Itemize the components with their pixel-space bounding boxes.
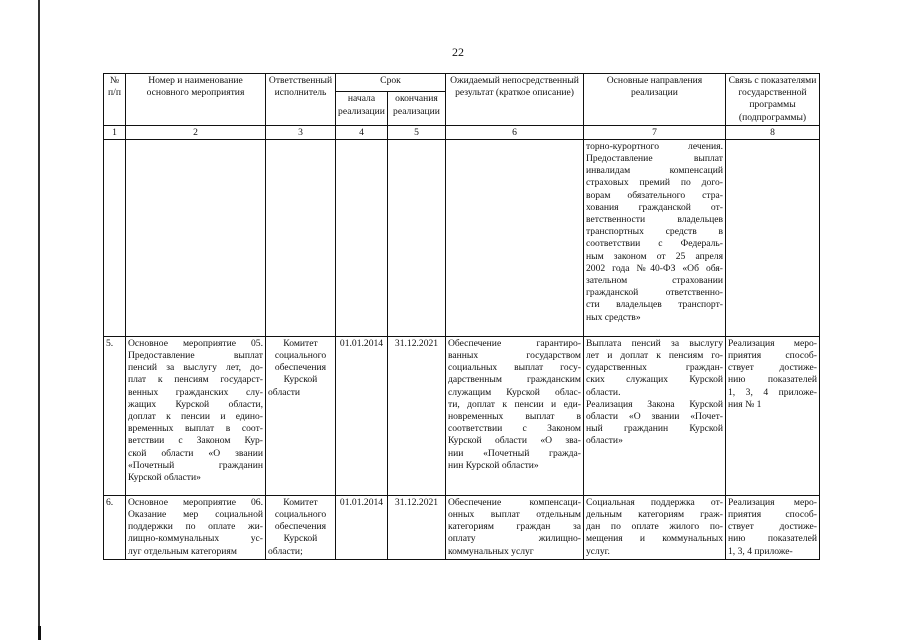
cell-end-date: 31.12.2021 — [388, 336, 446, 495]
text-line: новременных выплат в — [448, 411, 581, 423]
text-line: коммунальных услуг — [448, 545, 534, 557]
text-line: нии «Почетный гражда- — [448, 447, 581, 459]
text-line: нию показателей — [728, 533, 817, 545]
cell-start-date: 01.01.2014 — [336, 495, 388, 559]
text-line: лет и доплат к пенсиям го- — [586, 350, 723, 362]
text-line: соответствии с Законом — [448, 423, 581, 435]
text-line: торно-курортного лечения. — [586, 140, 723, 152]
column-number: 6 — [446, 125, 584, 139]
header-end: окончания реализации — [388, 92, 446, 125]
text-line: инвалидам компенсаций — [586, 165, 723, 177]
table-row — [104, 336, 820, 495]
column-number-row — [104, 125, 820, 139]
text-line: жащих Курской области, — [128, 398, 263, 410]
header-executor: Ответственный исполнитель — [266, 74, 336, 126]
cell-indicators-link — [726, 495, 820, 559]
column-number: 7 — [584, 125, 726, 139]
header-indicators-link: Связь с показателями государственной программы (подпрограммы) — [726, 74, 820, 126]
text-line: «Почетный гражданин — [128, 459, 263, 471]
text-line: области» — [586, 435, 623, 447]
text-line: дан по оплате жилого по- — [586, 521, 723, 533]
text-line: Оказание мер социальной — [128, 509, 263, 521]
text-line: гражданской ответственно- — [586, 287, 723, 299]
text-line: ти, доплат к пенсии и еди- — [448, 398, 581, 410]
text-line: служащим Курской облас- — [448, 386, 581, 398]
page-number: 22 — [452, 45, 464, 59]
text-line: ских служащих Курской — [586, 374, 723, 386]
text-line: Выплата пенсий за выслугу — [586, 337, 723, 349]
cell-expected-result — [446, 336, 584, 495]
text-line: оплату жилищно- — [448, 533, 581, 545]
text-line: Курской области «О зва- — [448, 435, 581, 447]
text-line: области; — [268, 545, 303, 557]
text-line: Комитет — [283, 496, 318, 508]
text-line: области «О звании «Почет- — [586, 411, 723, 423]
text-line: нию показателей — [728, 374, 817, 386]
text-line: ния № 1 — [728, 398, 762, 410]
text-line: Комитет — [283, 337, 318, 349]
header-number: № п/п — [104, 74, 126, 126]
text-line: ской области «О звании — [128, 447, 263, 459]
text-line: ствует достиже- — [728, 362, 817, 374]
cell-empty — [336, 139, 388, 336]
text-line: Основное мероприятие 06. — [128, 496, 263, 508]
column-number: 1 — [104, 125, 126, 139]
text-line: Реализация Закона Курской — [586, 398, 723, 410]
text-line: ветствии с Законом Кур- — [128, 435, 263, 447]
text-line: зательном страховании — [586, 275, 723, 287]
text-line: венных гражданских слу- — [128, 386, 263, 398]
cell-directions — [584, 495, 726, 559]
header-row — [104, 74, 820, 92]
header-term: Срок — [336, 74, 446, 92]
cell-empty — [104, 139, 126, 336]
column-number: 3 — [266, 125, 336, 139]
cell-directions — [584, 336, 726, 495]
cell-empty — [388, 139, 446, 336]
text-line: хования гражданской от- — [586, 201, 723, 213]
text-line: сударственных граждан- — [586, 362, 723, 374]
scan-edge-mark — [38, 626, 41, 640]
text-line: луг отдельным категориям — [128, 545, 237, 557]
text-line: социального — [274, 509, 327, 521]
cell-start-date: 01.01.2014 — [336, 336, 388, 495]
header-activity-name: Номер и наименование основного мероприятия — [126, 74, 266, 126]
text-line: Предоставление выплат — [586, 153, 723, 165]
text-line: Предоставление выплат — [128, 350, 263, 362]
cell-number: 5. — [104, 336, 126, 495]
scan-left-edge — [38, 0, 40, 640]
column-number: 8 — [726, 125, 820, 139]
text-line: временных выплат в соот- — [128, 423, 263, 435]
column-number: 4 — [336, 125, 388, 139]
activities-table — [103, 73, 820, 560]
text-line: транспортных средств в — [586, 226, 723, 238]
cell-executor — [266, 336, 336, 495]
text-line: ный гражданин Курской — [586, 423, 723, 435]
text-line: мещения и коммунальных — [586, 533, 723, 545]
text-line: Реализация меро- — [728, 337, 817, 349]
text-line: страховых премий по дого- — [586, 177, 723, 189]
text-line: дарственным гражданским — [448, 374, 581, 386]
cell-indicators-link — [726, 336, 820, 495]
text-line: ворам обязательного стра- — [586, 189, 723, 201]
text-line: Обеспечение компенсаци- — [448, 496, 581, 508]
text-line: 2002 года №40-ФЗ «Об обя- — [586, 262, 723, 274]
text-line: сти владельцев транспорт- — [586, 299, 723, 311]
text-line: 1, 3, 4 приложе- — [728, 545, 793, 557]
text-line: Социальная поддержка от- — [586, 496, 723, 508]
text-line: Обеспечение гарантиро- — [448, 337, 581, 349]
text-line: ствует достиже- — [728, 521, 817, 533]
text-line: 1, 3, 4 приложе- — [728, 386, 817, 398]
cell-activity-name — [126, 336, 266, 495]
header-directions: Основные направления реализации — [584, 74, 726, 126]
text-line: Курской — [283, 374, 318, 386]
text-line: ных средств» — [586, 311, 641, 323]
text-line: онных выплат отдельным — [448, 509, 581, 521]
header-expected-result: Ожидаемый непосредственный результат (краткое описание) — [446, 74, 584, 126]
text-line: лищно-коммунальных ус- — [128, 533, 263, 545]
text-line: социального — [274, 350, 327, 362]
text-line: Реализация меро- — [728, 496, 817, 508]
cell-number: 6. — [104, 495, 126, 559]
text-line: поддержки по оплате жи- — [128, 521, 263, 533]
column-number: 2 — [126, 125, 266, 139]
table-row-continuation — [104, 139, 820, 336]
cell-executor — [266, 495, 336, 559]
text-line: соответствии с Федераль- — [586, 238, 723, 250]
text-line: приятия способ- — [728, 350, 817, 362]
text-line: приятия способ- — [728, 509, 817, 521]
cell-empty — [266, 139, 336, 336]
cell-empty — [126, 139, 266, 336]
text-line: Курской — [283, 533, 318, 545]
table-row — [104, 495, 820, 559]
text-line: Основное мероприятие 05. — [128, 337, 263, 349]
text-line: обеспечения — [274, 362, 327, 374]
text-line: обеспечения — [274, 521, 327, 533]
text-line: плат к пенсиям государст- — [128, 374, 263, 386]
text-line: дельным категориям граж- — [586, 509, 723, 521]
cell-empty — [726, 139, 820, 336]
text-line: доплат к пенсии и едино- — [128, 411, 263, 423]
cell-directions — [584, 139, 726, 336]
text-line: пенсий за выслугу лет, до- — [128, 362, 263, 374]
text-line: услуг. — [586, 545, 610, 557]
cell-activity-name — [126, 495, 266, 559]
cell-empty — [446, 139, 584, 336]
text-line: категориям граждан за — [448, 521, 581, 533]
text-line: нин Курской области» — [448, 459, 539, 471]
text-line: области. — [586, 386, 621, 398]
text-line: ным законом от 25 апреля — [586, 250, 723, 262]
text-line: Курской области» — [128, 472, 201, 484]
text-line: ветственности владельцев — [586, 214, 723, 226]
cell-end-date: 31.12.2021 — [388, 495, 446, 559]
text-line: социальных выплат госу- — [448, 362, 581, 374]
text-line: ванных государством — [448, 350, 581, 362]
cell-expected-result — [446, 495, 584, 559]
header-start: начала реализации — [336, 92, 388, 125]
text-line: области — [268, 386, 301, 398]
column-number: 5 — [388, 125, 446, 139]
